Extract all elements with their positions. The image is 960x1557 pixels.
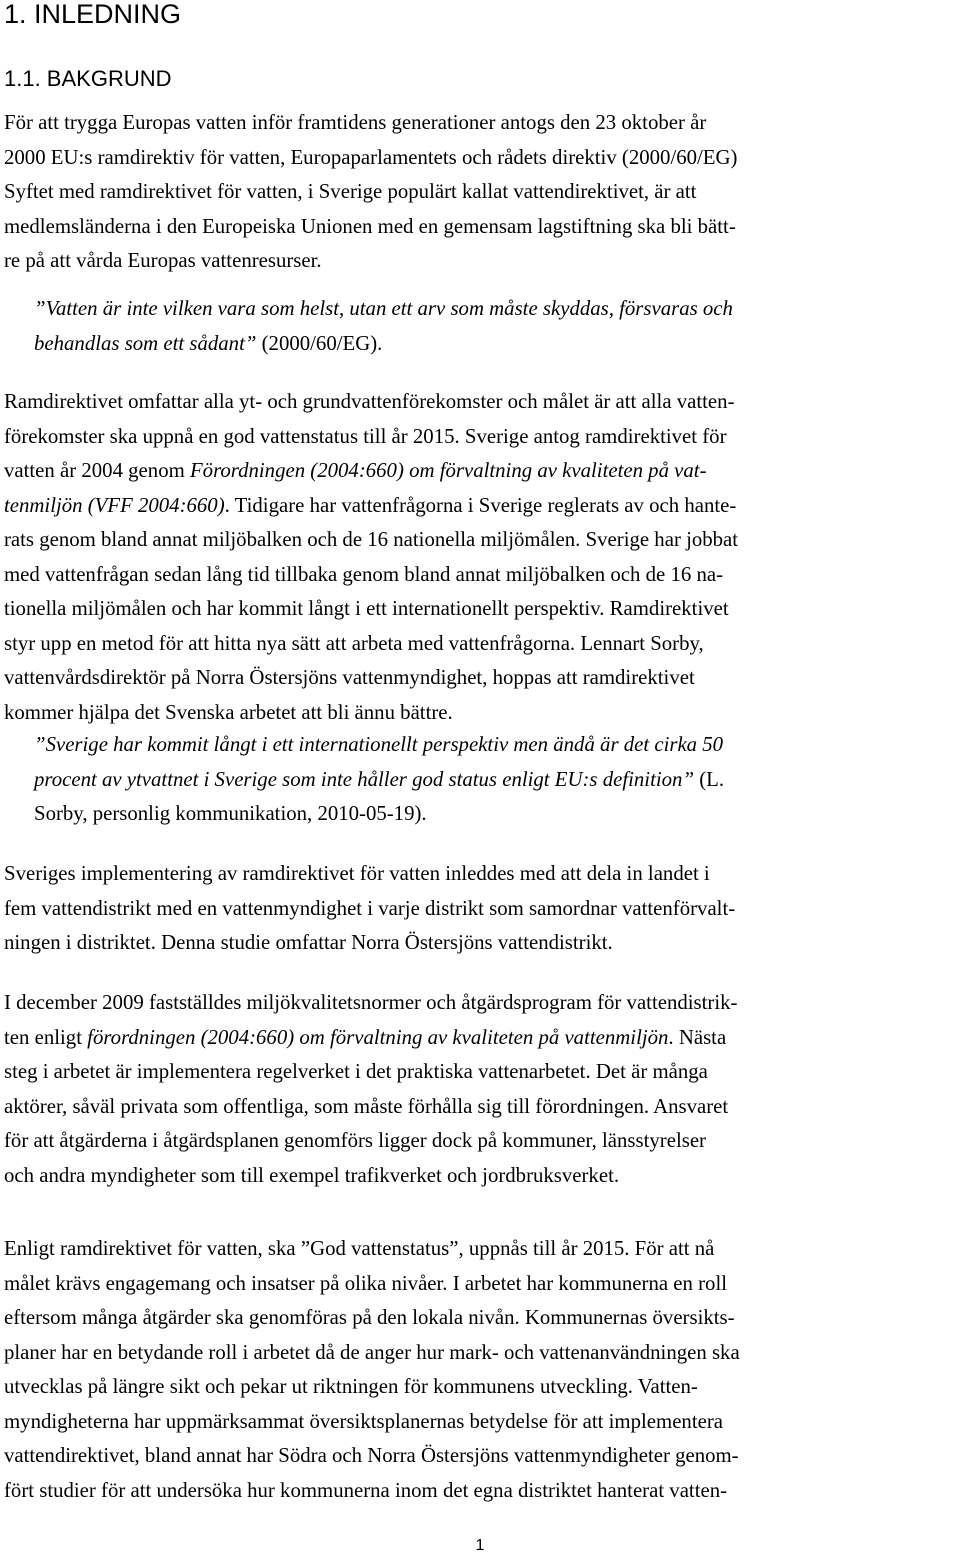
text-line: och andra myndigheter som till exempel trafikverket och jordbruksverket.	[4, 1163, 620, 1187]
paragraph-4	[4, 986, 956, 1193]
quote-line	[34, 763, 956, 798]
text-line	[4, 1021, 956, 1056]
text-line: tionella miljömålen och har kommit långt i ett internationellt perspektiv. Ramdirektivet	[4, 597, 729, 620]
quote-text: behandlas som ett sådant”	[34, 331, 257, 355]
text-line: fört studier för att undersöka hur kommunerna inom det egna distriktet hanterat vatten-	[4, 1478, 728, 1502]
section-heading: 1.1. BAKGRUND	[4, 66, 172, 91]
text-line: För att trygga Europas vatten inför framtidens generationer antogs den 23 oktober år	[4, 111, 707, 134]
paragraph-2	[4, 385, 956, 730]
text-run: . Nästa	[668, 1025, 727, 1049]
page-number: 1	[475, 1537, 485, 1554]
block-quote-2	[34, 728, 956, 832]
text-line: vattenvårdsdirektör på Norra Östersjöns vattenmyndighet, hoppas att ramdirektivet	[4, 666, 695, 689]
text-line: styr upp en metod för att hitta nya sätt att arbeta med vattenfrågorna. Lennart Sorby,	[4, 631, 704, 655]
text-line: steg i arbetet är implementera regelverket i det praktiska vattenarbetet. Det är många	[4, 1060, 708, 1083]
text-line: ningen i distriktet. Denna studie omfattar Norra Östersjöns vattendistrikt.	[4, 931, 613, 954]
law-title: förordningen (2004:660) om förvaltning av kvaliteten på vattenmiljön	[87, 1025, 669, 1049]
law-title: tenmiljön (VFF 2004:660)	[4, 493, 225, 517]
quote-line: ”Vatten är inte vilken vara som helst, utan ett arv som måste skyddas, försvaras och	[34, 297, 733, 320]
text-line: Enligt ramdirektivet för vatten, ska ”God vattenstatus”, uppnås till år 2015. För att nå	[4, 1237, 715, 1260]
text-line: eftersom många åtgärder ska genomföras på den lokala nivån. Kommunernas översikts-	[4, 1306, 735, 1329]
chapter-heading: 1. INLEDNING	[4, 0, 182, 29]
text-line: vattendirektivet, bland annat har Södra och Norra Östersjöns vattenmyndigheter genom-	[4, 1444, 739, 1467]
paragraph-5	[4, 1232, 956, 1508]
text-line: myndigheterna har uppmärksammat översiktsplanernas betydelse för att implementera	[4, 1409, 723, 1433]
text-line: medlemsländerna i den Europeiska Unionen med en gemensam lagstiftning ska bli bätt-	[4, 214, 736, 238]
paragraph-1	[4, 106, 956, 279]
text-line	[4, 454, 956, 489]
text-line: rats genom bland annat miljöbalken och de 16 nationella miljömålen. Sverige har jobbat	[4, 528, 739, 551]
quote-text: procent av ytvattnet i Sverige som inte håller god status enligt EU:s definition”	[34, 767, 695, 791]
text-line: aktörer, såväl privata som offentliga, som måste förhålla sig till förordningen. Ansvaret	[4, 1094, 729, 1118]
text-line: 2000 EU:s ramdirektiv för vatten, Europaparlamentets och rådets direktiv (2000/60/EG)	[4, 145, 738, 169]
text-line: målet krävs engagemang och insatser på olika nivåer. I arbetet har kommunerna en roll	[4, 1271, 727, 1295]
text-line: fem vattendistrikt med en vattenmyndighet i varje distrikt som samordnar vattenförvalt-	[4, 896, 736, 920]
text-line: kommer hjälpa det Svenska arbetet att bli ännu bättre.	[4, 700, 453, 724]
paragraph-3	[4, 857, 956, 961]
text-line: utvecklas på längre sikt och pekar ut riktningen för kommunens utveckling. Vatten-	[4, 1375, 698, 1398]
text-line: planer har en betydande roll i arbetet då de anger hur mark- och vattenanvändningen ska	[4, 1340, 740, 1364]
text-line: med vattenfrågan sedan lång tid tillbaka genom bland annat miljöbalken och de 16 na-	[4, 562, 723, 586]
text-line	[4, 489, 956, 524]
text-run: vatten år 2004 genom	[4, 459, 190, 482]
quote-citation: (L.	[694, 767, 725, 791]
law-title: Förordningen (2004:660) om förvaltning av kvaliteten på vat-	[189, 459, 707, 482]
text-line: Syftet med ramdirektivet för vatten, i Sverige populärt kallat vattendirektivet, är att	[4, 180, 697, 203]
text-line: förekomster ska uppnå en god vattenstatus till år 2015. Sverige antog ramdirektivet för	[4, 424, 727, 448]
quote-citation: (2000/60/EG).	[256, 331, 383, 355]
text-run: . Tidigare har vattenfrågorna i Sverige reglerats av och hante-	[224, 493, 737, 517]
quote-line	[34, 327, 956, 362]
text-line: Ramdirektivet omfattar alla yt- och grundvattenförekomster och målet är att alla vatten-	[4, 390, 735, 413]
text-run: ten enligt	[4, 1025, 88, 1049]
quote-line: ”Sverige har kommit långt i ett internationellt perspektiv men ändå är det cirka 50	[34, 733, 724, 756]
text-line: för att åtgärderna i åtgärdsplanen genomförs ligger dock på kommuner, länsstyrelser	[4, 1129, 706, 1152]
text-line: re på att vårda Europas vattenresurser.	[4, 249, 322, 272]
block-quote-1	[34, 292, 956, 361]
text-line: I december 2009 fastställdes miljökvalitetsnormer och åtgärdsprogram för vattendistrik-	[4, 991, 738, 1014]
quote-citation: Sorby, personlig kommunikation, 2010-05-19).	[34, 802, 427, 825]
text-line: Sveriges implementering av ramdirektivet för vatten inleddes med att dela in landet i	[4, 862, 710, 885]
